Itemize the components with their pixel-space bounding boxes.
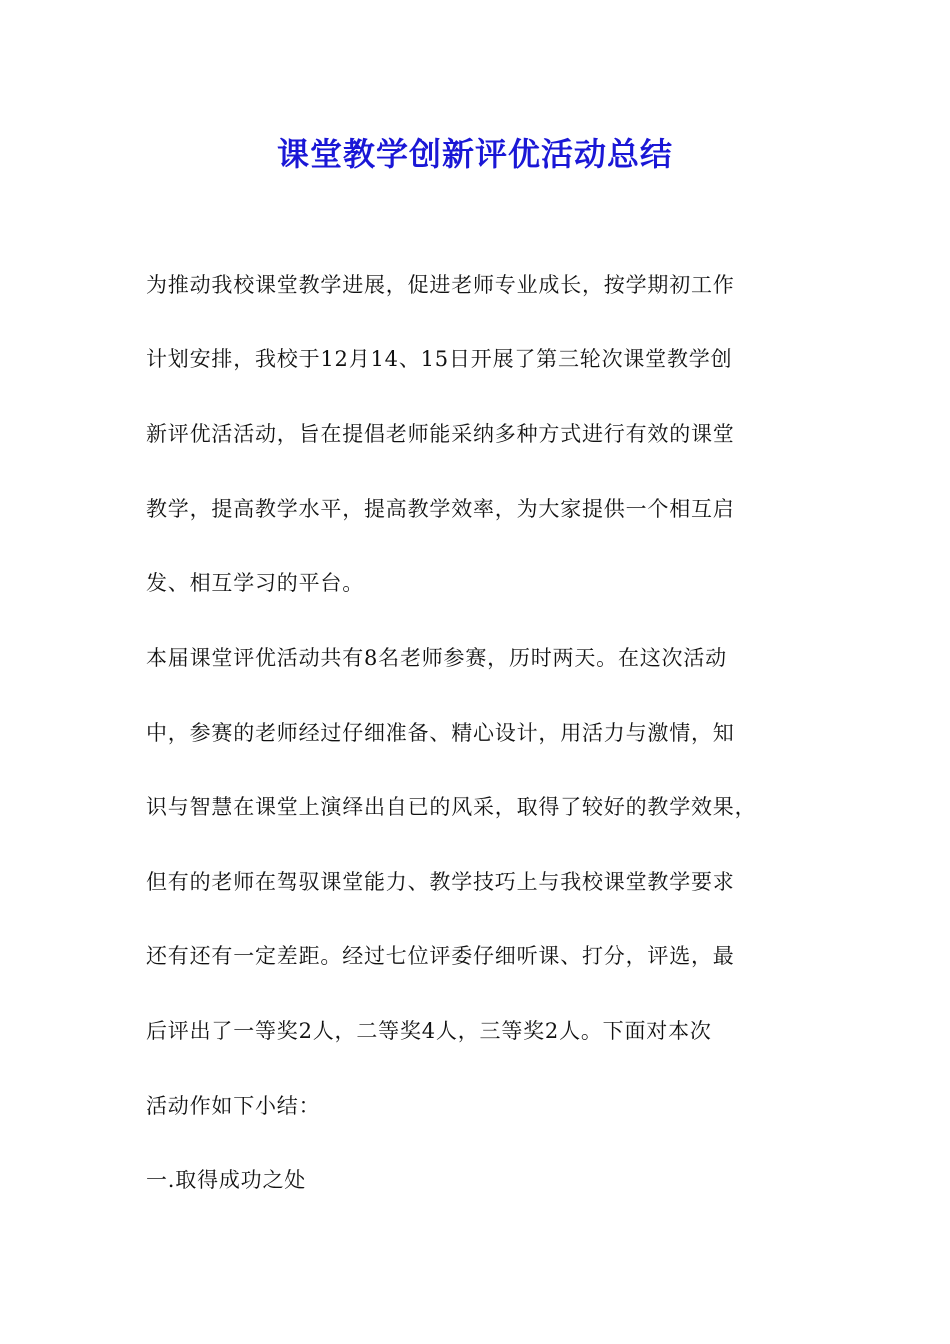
paragraph-line: 发、相互学习的平台。 bbox=[146, 571, 364, 595]
paragraph-line: 后评出了一等奖2人，二等奖4人，三等奖2人。下面对本次 bbox=[146, 1019, 712, 1043]
document-title: 课堂教学创新评优活动总结 bbox=[276, 135, 673, 173]
paragraph-line: 还有还有一定差距。经过七位评委仔细听课、打分，评选，最 bbox=[146, 944, 735, 968]
paragraph-line: 但有的老师在驾驭课堂能力、教学技巧上与我校课堂教学要求 bbox=[146, 870, 735, 894]
paragraph-line: 计划安排，我校于12月14、15日开展了第三轮次课堂教学创 bbox=[146, 347, 733, 371]
paragraph-line: 为推动我校课堂教学进展，促进老师专业成长，按学期初工作 bbox=[146, 273, 735, 297]
paragraph-line: 识与智慧在课堂上演绎出自已的风采，取得了较好的教学效果， bbox=[146, 795, 757, 819]
paragraph-line: 活动作如下小结： bbox=[146, 1094, 321, 1118]
paragraph-line: 教学，提高教学水平，提高教学效率，为大家提供一个相互启 bbox=[146, 497, 735, 521]
paragraph-line: 中，参赛的老师经过仔细准备、精心设计，用活力与激情，知 bbox=[146, 721, 735, 745]
paragraph-line: 本届课堂评优活动共有8名老师参赛，历时两天。在这次活动 bbox=[146, 646, 727, 670]
paragraph-line: 新评优活活动，旨在提倡老师能采纳多种方式进行有效的课堂 bbox=[146, 422, 735, 446]
section-heading: 一.取得成功之处 bbox=[146, 1168, 307, 1192]
